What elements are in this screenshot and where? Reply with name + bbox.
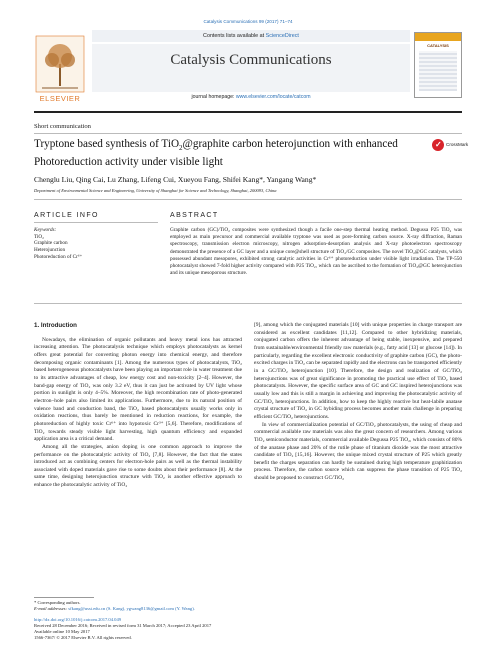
abstract-text: Graphite carbon (GC)/TiO₂ composites were synthesized though a facile one-step thermal heating method. Degussa P25 TiO₂ was employed as main precursor and commercial available tryptone was used as pore-forming carbon source. X-ray diffraction, Raman spectroscopy, transmission electron microscopy, nitrogen adsorption-desorption analysis and X-ray photoelectron spectroscopy demonstrated the presence of a GC layer and a unique core@shell structure of TiO₂/GC composites. The novel TiO₂@GC catalysts, which possessed abundant mesopores, exhibited strong catalytic activities in Cr⁶⁺ photoreduction under visible light irradiation. The TP-550 photocatalyst showed 7-fold higher activity compared with P25 TiO₂, which can be ascribed to the formation of TiO₂@GC heterojunction and its unique mesoporous structure. — [170, 227, 462, 277]
keyword-item: Graphite carbon — [34, 240, 68, 247]
keywords-label: Keywords: — [34, 227, 57, 233]
corresponding-note: * Corresponding authors. — [34, 600, 81, 605]
publication-info — [34, 617, 354, 641]
article-info-heading: ARTICLE INFO — [34, 212, 99, 219]
title-part-1: Tryptone based synthesis of TiO — [34, 138, 180, 150]
contents-line — [92, 30, 410, 42]
abstract-heading: ABSTRACT — [170, 212, 219, 219]
body-paragraph: Among all the strategies, anion doping is one common approach to improve the performance on the photocatalytic activity of TiO₂ [7,8]. However, the fact that the states introduced act as combining centers for electron-hole pairs as well as the thermal instability associated with doped materials gave rise to some doubts about their performance [8]. At the same time, designing heterojunction structure with TiO₂ is another effective approach to enhance the photocatalytic activity of TiO₂ — [34, 443, 242, 489]
copyright: 1566-7367/ © 2017 Elsevier B.V. All rights reserved. — [34, 635, 132, 640]
received-dates: Received 28 December 2016; Received in revised form 31 March 2017; Accepted 23 April 2017 — [34, 623, 212, 628]
keyword-item: Heterojunction — [34, 247, 66, 254]
body-paragraph: In view of commercialization potential of GC/TiO₂ photocatalysts, the using of cheap and commercial available raw materials was also the great concern of researchers. Among various TiO₂ semiconductor materials, commercial available Degussa P25 TiO₂, which consists of 80% of the anatase phase and 20% of the rutile phase of titanium dioxide was the most attractive candidate of TiO₂ [15,16]. However, the unique mixed crystal structure of P25 which greatly benefit the charges separation can hardly be sustained during high temperature graphitization process. Therefore, the carbon source which can suppress the phase transition of P25 TiO₂ should be proposed to construct GC/TiO₂ — [254, 421, 462, 482]
available-online: Available online 10 May 2017 — [34, 629, 90, 634]
journal-cover-thumbnail[interactable] — [414, 32, 462, 98]
keyword-item: Photoreduction of Cr⁶⁺ — [34, 253, 83, 260]
body-paragraph: Nowadays, the elimination of organic pollutants and heavy metal ions has attracted increasing attention. The photocatalysis technique which employs photocatalysts as kernel offers great potential for converting photon energy into chemical energy, and therefore decomposing organic contaminants [1]. Among the numerous types of photocatalysts, TiO₂ based heterogeneous photocatalysts have been playing an important role in water treatment due to its attractive advantages of cheap, low energy cost and non-toxicity [2–4]. However, the band-gap energy of TiO₂ was only 3.2 eV, thus it can just be activated by UV light whose portion in sunlight is only 4–5%. Moreover, the high recombination rate of photo-generated electron–hole pairs also limited its applications. Furthermore, due to its natural position of valence band and conduction band, the TiO₂ based photocatalysts usually works only in oxidation reactions, thus barely be mentioned in reduction reactions, for example, the photoreduction of highly toxic Cr⁶⁺ into hypotoxic Cr³⁺ [5,6]. Therefore, modifications of TiO₂ towards steady visible light harvesting, high quantum efficiency and expanded application area is a critical demand. — [34, 336, 242, 443]
email-addresses[interactable]: sfkang@usst.edu.cn (S. Kang), ygwang8136@gmail.com (Y. Wang). — [68, 606, 195, 611]
cover-title: CATALYSIS — [427, 43, 449, 48]
header-rule — [34, 111, 462, 113]
section-heading-introduction: 1. Introduction — [34, 322, 77, 329]
author-list: Chenglu Liu, Qing Cai, Lu Zhang, Lifeng Cui, Xueyou Fang, Shifei Kang*, Yangang Wang* — [34, 175, 317, 184]
homepage-line — [92, 94, 410, 100]
crossmark-icon: ✓ — [432, 139, 444, 151]
journal-header — [34, 30, 462, 110]
homepage-link[interactable]: www.elsevier.com/locate/catcom — [235, 94, 311, 100]
contents-prefix: Contents lists available at — [203, 33, 266, 39]
email-label: E-mail addresses: — [34, 606, 68, 611]
keyword-item: TiO₂ — [34, 233, 44, 240]
article-type: Short communication — [34, 123, 91, 130]
homepage-prefix: journal homepage: — [191, 94, 236, 100]
article-title — [34, 137, 424, 169]
crossmark-label: CrossMark — [446, 142, 469, 147]
title-subscript: 2 — [179, 144, 183, 153]
doi-link[interactable]: http://dx.doi.org/10.1016/j.catcom.2017.04.049 — [34, 617, 122, 622]
sciencedirect-link[interactable]: ScienceDirect — [265, 33, 299, 39]
title-part-2: @graphite carbon heterojunction with enhanced Photoreduction activity under visible light — [34, 138, 398, 169]
cover-band — [415, 33, 461, 41]
cover-image — [419, 51, 457, 91]
email-line — [34, 606, 334, 612]
body-column-right — [254, 322, 462, 483]
elsevier-tree-logo — [34, 34, 86, 98]
journal-citation[interactable]: Catalysis Communications 99 (2017) 71–74 — [203, 19, 293, 24]
journal-banner — [92, 30, 410, 106]
footnote — [34, 600, 334, 612]
crossmark-badge[interactable] — [432, 139, 469, 155]
body-column-left — [34, 318, 242, 490]
keywords-block — [34, 227, 158, 261]
affiliation: Department of Environmental Science and Engineering, University of Shanghai for Science and Technology, Shanghai, 200093, China — [34, 188, 277, 193]
body-paragraph: [9], among which the conjugated materials [10] with unique properties in charge transport are considered as excellent candidates [11,12]. Compared to other hybridizing materials, conjugated carbon offers the inherent advantage of being stable, inexpensive, and prepared from sustainable/environmental friendly raw materials (e.g., fatty acid [13] or glucose [14]). In particularly, regarding the excellent electronic conductivity of graphite carbon (GC), the photo-excited charges in TiO₂ can be separated rapidly and the electrons can be transported efficiently in a GC/TiO₂ heterojunction [10]. Therefore, the design and realization of GC/TiO₂ heterojunctions was of great significance in promoting the practical use effect of TiO₂ based photocatalysts. However, the specific surface area of GC and GC inspired heterojunctions was usually low and this is still a margin in achieving and improving the photocatalytic activity of GC/TiO₂ heterojunctions. In addition, how to keep the highly reactive but heat-labile anatase crystal structure of TiO₂ in GC hybiding process becomes another main challenge in preparing efficient GC/TiO₂ heterojunctions. — [254, 322, 462, 420]
elsevier-wordmark: ELSEVIER — [39, 94, 81, 103]
journal-title: Catalysis Communications — [170, 52, 332, 68]
